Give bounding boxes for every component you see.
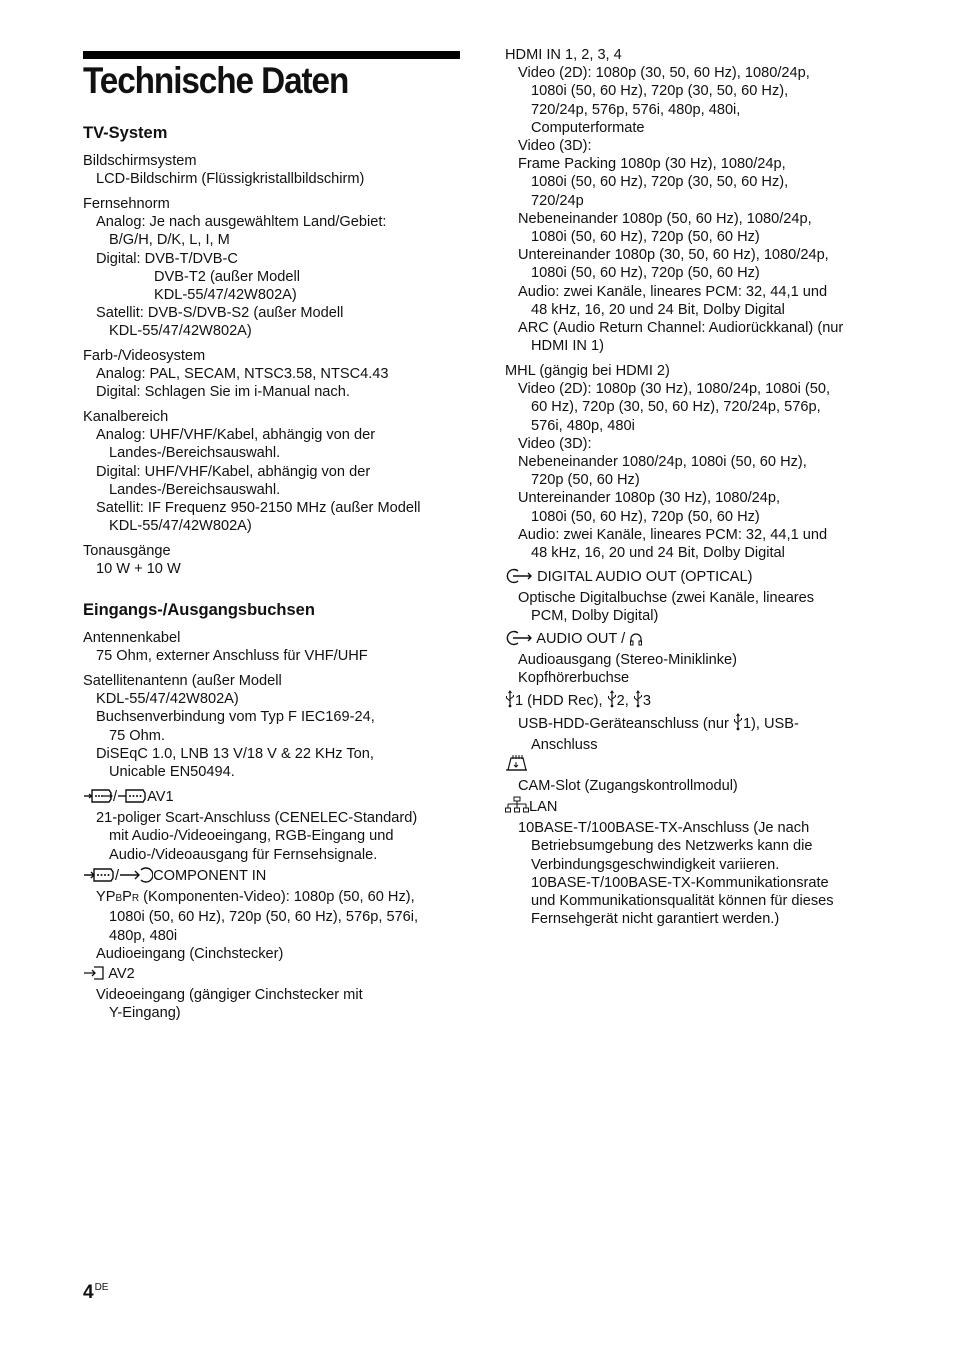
spec-av1: [83, 788, 417, 864]
spec-label-row: [83, 788, 417, 809]
ypbpr-r: R: [131, 893, 140, 905]
spec-farbsystem: [83, 347, 389, 402]
spec-value: Satellit: DVB-S/DVB-S2 (außer Modell: [96, 305, 344, 322]
spec-bildschirmsystem: [83, 152, 364, 188]
spec-value: Digital: DVB-T/DVB-C: [96, 250, 238, 267]
headphones-icon: [629, 632, 643, 651]
component-out-icon: [83, 867, 115, 888]
spec-label: MHL (gängig bei HDMI 2): [505, 363, 670, 379]
scart-in-out-icon: [83, 788, 113, 809]
usb-icon: [733, 713, 743, 736]
spec-value: Digital: UHF/VHF/Kabel, abhängig von der: [96, 463, 371, 480]
usb-icon: [607, 690, 617, 713]
spec-label: Kanalbereich: [83, 409, 169, 425]
spec-value: 720/24p, 576p, 576i, 480p, 480i,: [531, 101, 741, 118]
spec-label: Bildschirmsystem: [83, 153, 197, 169]
spec-value: Audio: zwei Kanäle, lineares PCM: 32, 44,1 und: [518, 283, 828, 300]
spec-satellitenantenne: [83, 672, 375, 781]
spec-value: CAM-Slot (Zugangskontrollmodul): [518, 778, 738, 795]
av2-label: AV2: [108, 966, 135, 982]
spec-value: 10 W + 10 W: [96, 561, 181, 578]
input-arrow-icon: [119, 867, 153, 888]
lan-icon: [505, 796, 529, 819]
spec-value: 48 kHz, 16, 20 und 24 Bit, Dolby Digital: [531, 301, 785, 318]
scart-out-icon: [117, 788, 147, 809]
spec-digital-audio-out: [505, 568, 814, 626]
spec-value: B/G/H, D/K, L, I, M: [109, 232, 230, 249]
spec-value: HDMI IN 1): [531, 338, 604, 355]
spec-kanalbereich: [83, 408, 420, 535]
usb-port-3: 3: [642, 693, 651, 709]
usb-icon: [633, 690, 643, 713]
spec-value: Analog: Je nach ausgewähltem Land/Gebiet:: [96, 214, 387, 231]
spec-value: 1080i (50, 60 Hz), 720p (50, 60 Hz): [531, 229, 760, 246]
audio-out-label: AUDIO OUT /: [536, 631, 626, 647]
av1-label: AV1: [147, 789, 174, 805]
section-heading-tv-system: TV-System: [83, 124, 168, 142]
usb-text-b: 1), USB-: [742, 716, 799, 733]
spec-value: Video (2D): 1080p (30 Hz), 1080/24p, 1080i (50,: [518, 381, 831, 398]
spec-label: Tonausgänge: [83, 543, 171, 559]
spec-label-row: [505, 754, 738, 777]
component-label: COMPONENT IN: [153, 868, 267, 884]
spec-value: Nebeneinander 1080p (50, 60 Hz), 1080/24p,: [518, 210, 812, 227]
spec-antennenkabel: [83, 629, 368, 665]
spec-label: HDMI IN 1, 2, 3, 4: [505, 47, 622, 63]
page-number-suffix: DE: [94, 1282, 109, 1293]
spec-lan: [505, 796, 834, 928]
cam-slot-icon: [505, 754, 527, 777]
spec-value: und Kommunikationsqualität können für dieses: [531, 893, 834, 910]
spec-value: PCM, Dolby Digital): [531, 608, 659, 625]
output-arrow-icon: [505, 568, 533, 589]
spec-value: Nebeneinander 1080/24p, 1080i (50, 60 Hz),: [518, 454, 807, 471]
spec-value: 1080i (50, 60 Hz), 720p (50, 60 Hz): [531, 508, 760, 525]
output-arrow-icon: [505, 630, 533, 651]
spec-value: Fernsehgerät nicht garantiert werden.): [531, 911, 780, 928]
spec-label-row: [505, 568, 814, 589]
spec-value: DVB-T2 (außer Modell: [154, 268, 300, 285]
spec-value: Computerformate: [531, 119, 645, 136]
spec-value: 60 Hz), 720p (30, 50, 60 Hz), 720/24p, 576p,: [531, 399, 821, 416]
spec-value: Untereinander 1080p (30 Hz), 1080/24p,: [518, 490, 781, 507]
spec-value: Analog: UHF/VHF/Kabel, abhängig von der: [96, 427, 376, 444]
ypbpr-y: YP: [96, 889, 116, 906]
spec-value: Verbindungsgeschwindigkeit variieren.: [531, 856, 780, 873]
spec-value-ypbpr: [83, 888, 418, 908]
spec-value: 48 kHz, 16, 20 und 24 Bit, Dolby Digital: [531, 545, 785, 562]
spec-label-row: [505, 796, 834, 819]
component-separator: /: [115, 868, 120, 884]
spec-value: 1080i (50, 60 Hz), 720p (30, 50, 60 Hz),: [531, 174, 789, 191]
spec-value: Analog: PAL, SECAM, NTSC3.58, NTSC4.43: [96, 366, 389, 383]
spec-label: Antennenkabel: [83, 630, 181, 646]
spec-value: KDL-55/47/42W802A): [154, 287, 297, 304]
spec-value-usb: [505, 713, 799, 736]
spec-value: Untereinander 1080p (30, 50, 60 Hz), 1080/24p,: [518, 247, 829, 264]
usb-text-a: USB-HDD-Geräteanschluss (nur: [518, 716, 729, 733]
spec-value: 1080i (50, 60 Hz), 720p (30, 50, 60 Hz),: [531, 83, 789, 100]
spec-value: (Komponenten-Video): 1080p (50, 60 Hz),: [143, 889, 415, 906]
spec-value: ARC (Audio Return Channel: Audiorückkanal) (nur: [518, 320, 844, 337]
spec-value: Video (3D):: [518, 435, 592, 452]
spec-tonausgaenge: [83, 542, 181, 578]
spec-value: Anschluss: [531, 737, 598, 754]
spec-label: Farb-/Videosystem: [83, 348, 206, 364]
spec-label-row: [505, 690, 799, 713]
spec-hdmi: [505, 46, 843, 355]
spec-mhl: [505, 362, 830, 562]
spec-value: 75 Ohm.: [109, 727, 165, 744]
spec-audio-out: [505, 630, 737, 688]
spec-value: Video (2D): 1080p (30, 50, 60 Hz), 1080/24p,: [518, 65, 810, 82]
spec-value: Y-Eingang): [109, 1005, 181, 1022]
page-number-value: 4: [83, 1282, 94, 1303]
page-number: [83, 1282, 108, 1304]
spec-value: LCD-Bildschirm (Flüssigkristallbildschirm): [96, 171, 365, 188]
spec-value: 1080i (50, 60 Hz), 720p (50, 60 Hz): [531, 265, 760, 282]
spec-value: 10BASE-T/100BASE-TX-Anschluss (Je nach: [518, 820, 810, 837]
spec-value: 75 Ohm, externer Anschluss für VHF/UHF: [96, 648, 368, 665]
section-heading-io: Eingangs-/Ausgangsbuchsen: [83, 601, 315, 619]
spec-value: 480p, 480i: [109, 927, 178, 944]
spec-label-row: [505, 630, 737, 651]
spec-value: Audio-/Videoausgang für Fernsehsignale.: [109, 846, 378, 863]
spec-value: 10BASE-T/100BASE-TX-Kommunikationsrate: [531, 874, 829, 891]
lan-label: LAN: [529, 799, 558, 815]
spec-value: Audioausgang (Stereo-Miniklinke): [518, 652, 738, 669]
usb-icon: [505, 690, 515, 713]
spec-value: mit Audio-/Videoeingang, RGB-Eingang und: [109, 828, 394, 845]
spec-component-in: [83, 867, 418, 963]
spec-value: Landes-/Bereichsauswahl.: [109, 445, 281, 462]
spec-usb: [505, 690, 799, 755]
usb-port-1: 1 (HDD Rec),: [515, 693, 603, 709]
spec-value: KDL-55/47/42W802A): [109, 518, 252, 535]
spec-value: DiSEqC 1.0, LNB 13 V/18 V & 22 KHz Ton,: [96, 745, 374, 762]
spec-value: Satellit: IF Frequenz 950-2150 MHz (außer Modell: [96, 500, 421, 517]
spec-value: Betriebsumgebung des Netzwerks kann die: [531, 838, 813, 855]
title-rule: [83, 51, 460, 59]
spec-value: Video (3D):: [518, 138, 592, 155]
spec-value: Audioeingang (Cinchstecker): [96, 945, 284, 962]
page-title: Technische Daten: [83, 60, 349, 101]
spec-value: 720p (50, 60 Hz): [531, 472, 640, 489]
spec-value: KDL-55/47/42W802A): [109, 323, 252, 340]
spec-value: Audio: zwei Kanäle, lineares PCM: 32, 44,1 und: [518, 526, 828, 543]
ypbpr-p: P: [122, 889, 132, 906]
ypbpr-b: B: [115, 893, 123, 905]
spec-value: 576i, 480p, 480i: [531, 417, 635, 434]
usb-port-2: 2,: [616, 693, 629, 709]
spec-value: 720/24p: [531, 192, 584, 209]
spec-value: Optische Digitalbuchse (zwei Kanäle, lineares: [518, 590, 815, 607]
spec-value: Digital: Schlagen Sie im i-Manual nach.: [96, 384, 350, 401]
spec-value: 21-poliger Scart-Anschluss (CENELEC-Standard): [96, 810, 418, 827]
spec-value: Videoeingang (gängiger Cinchstecker mit: [96, 987, 363, 1004]
spec-cam: [505, 754, 738, 795]
spec-av2: [83, 965, 363, 1023]
spec-value: Landes-/Bereichsauswahl.: [109, 481, 281, 498]
spec-value: Frame Packing 1080p (30 Hz), 1080/24p,: [518, 156, 786, 173]
spec-label: Satellitenantenn (außer Modell: [83, 673, 282, 689]
spec-value: KDL-55/47/42W802A): [96, 691, 239, 708]
spec-value: Unicable EN50494.: [109, 764, 235, 781]
spec-label-row: [83, 867, 418, 888]
spec-value: 1080i (50, 60 Hz), 720p (50, 60 Hz), 576p, 576i,: [109, 909, 419, 926]
spec-label: Fernsehnorm: [83, 196, 170, 212]
input-arrow-icon: [83, 965, 105, 986]
spec-fernsehnorm: [83, 195, 386, 341]
digital-audio-label: DIGITAL AUDIO OUT (OPTICAL): [537, 569, 753, 585]
av1-separator: /: [113, 789, 118, 805]
spec-label-row: [83, 965, 363, 986]
spec-value: Kopfhörerbuchse: [518, 670, 630, 687]
spec-value: Buchsenverbindung vom Typ F IEC169-24,: [96, 709, 375, 726]
